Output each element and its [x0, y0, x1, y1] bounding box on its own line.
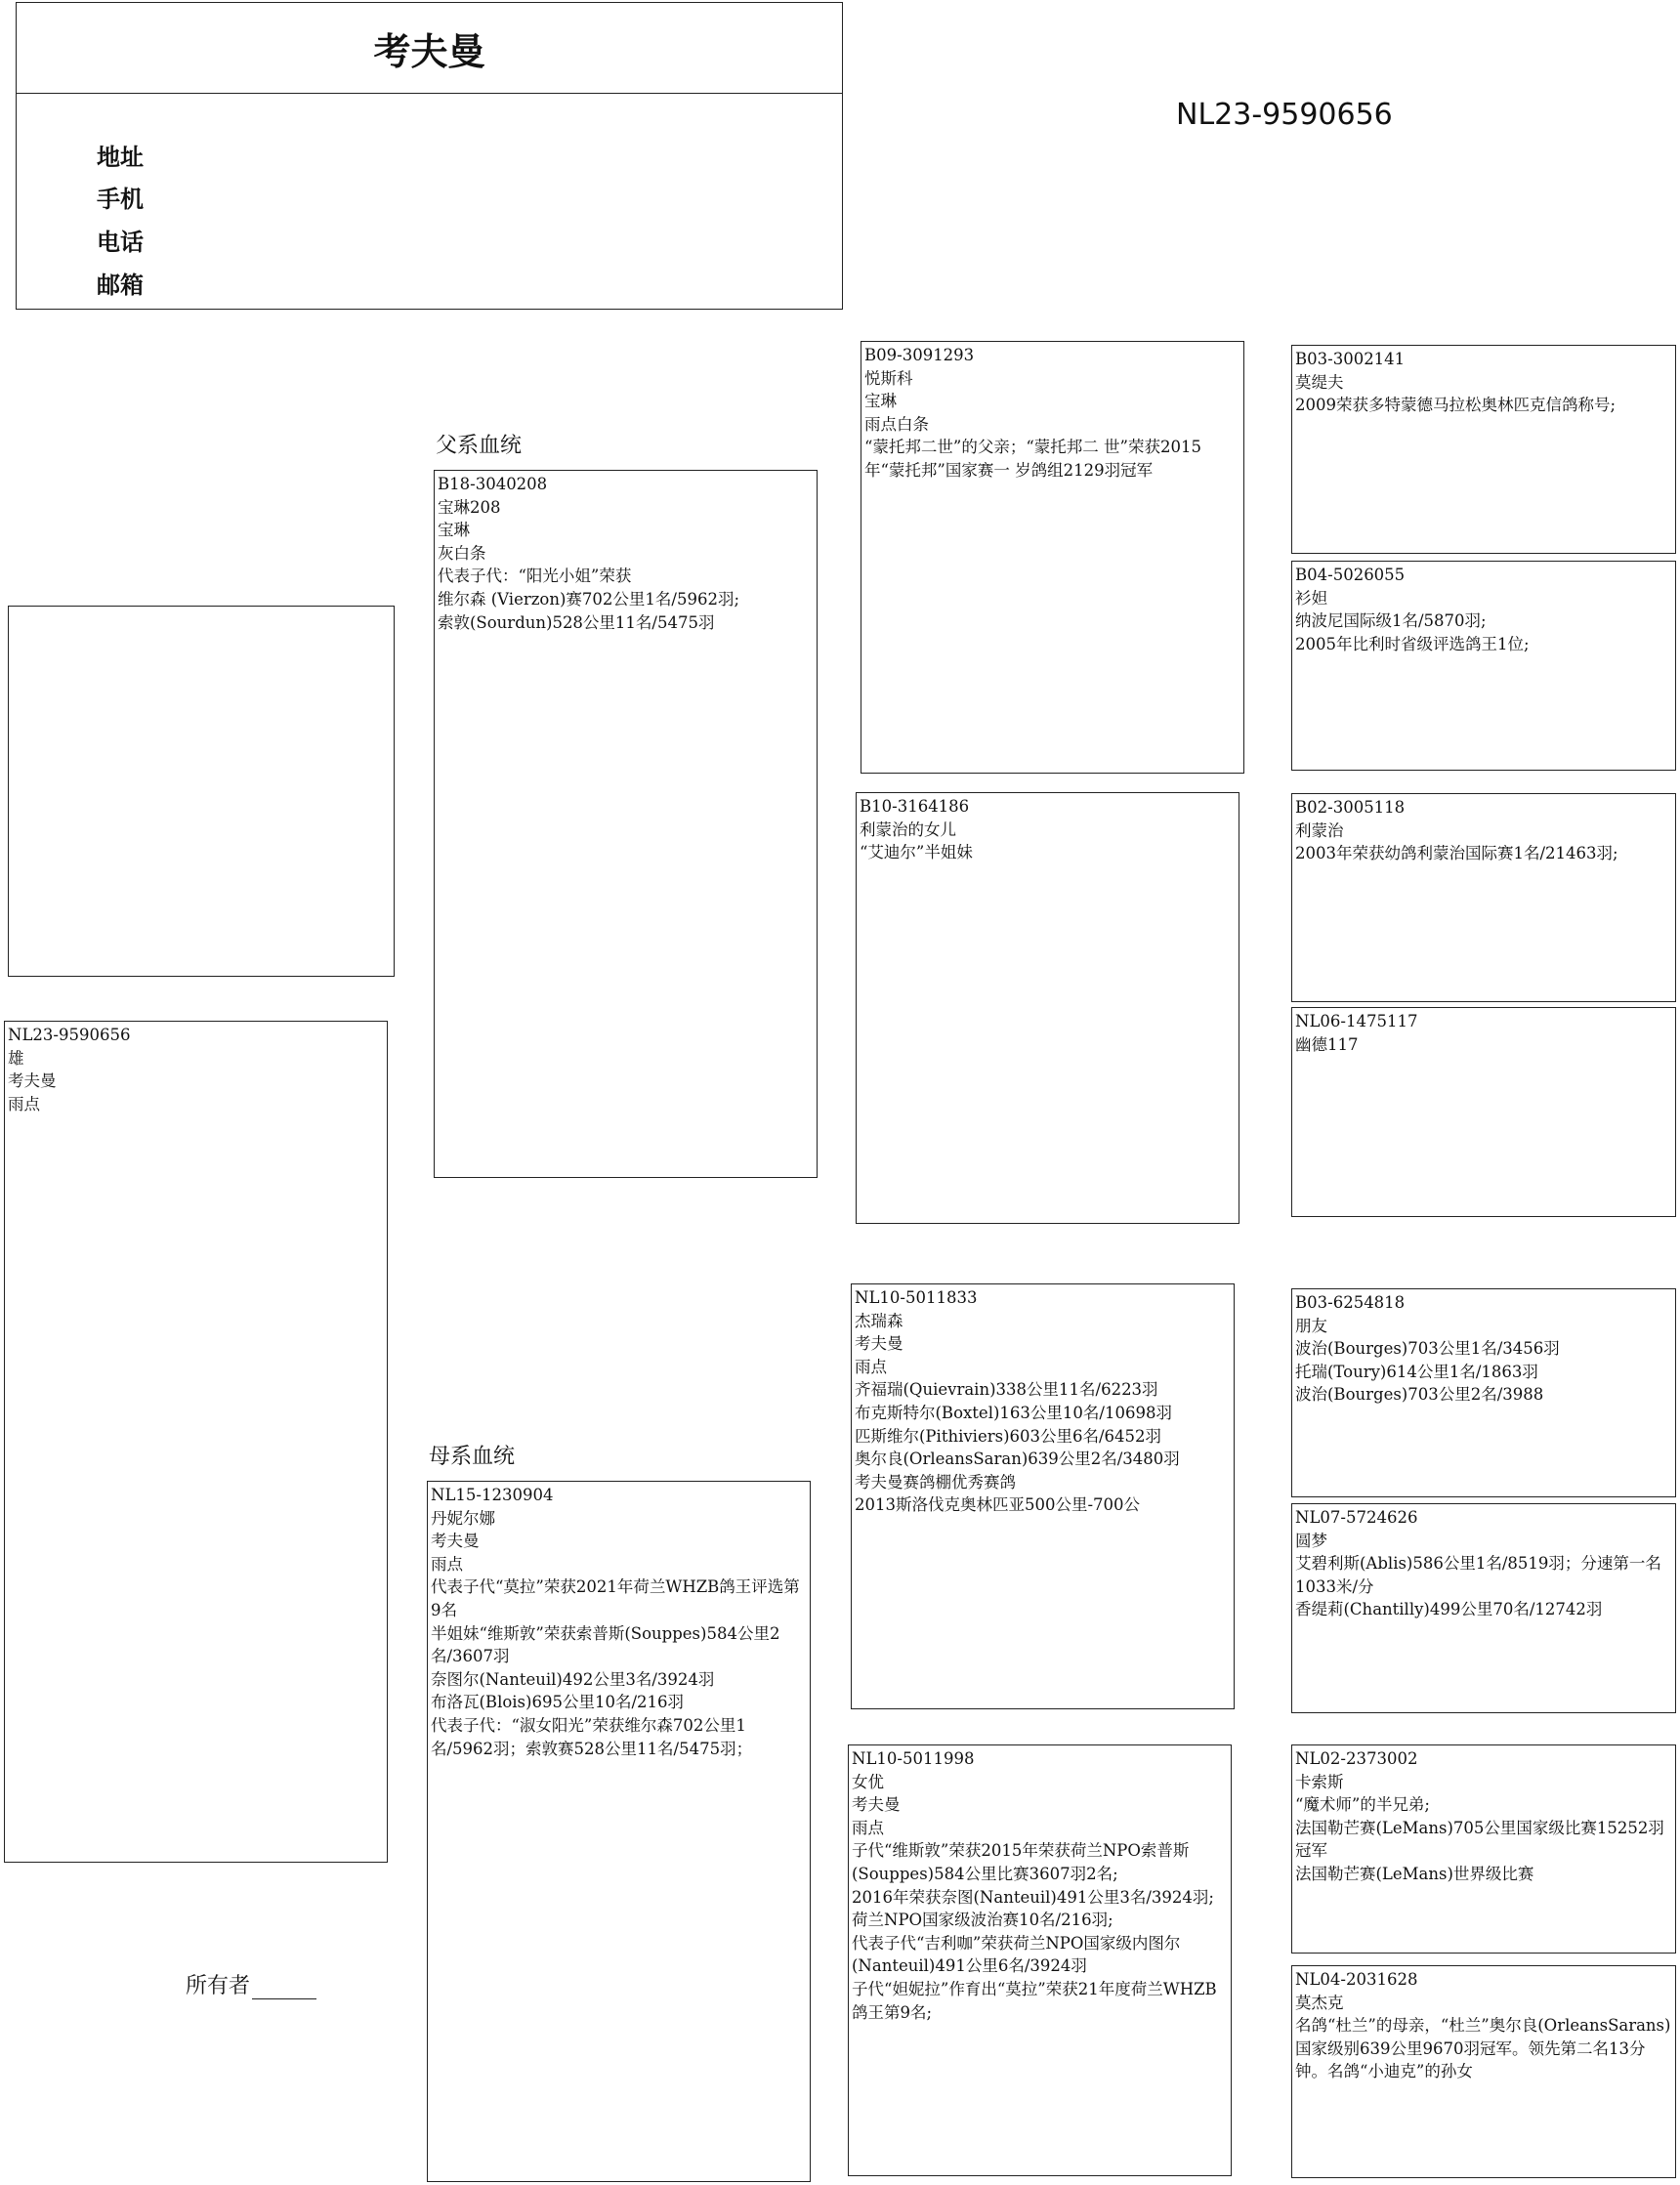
card-line: NL04-2031628 [1295, 1970, 1418, 1989]
card-line: 幽德117 [1295, 1034, 1359, 1054]
card-line: 莫杰克 [1295, 1993, 1344, 2012]
card-line: 卡索斯 [1295, 1772, 1344, 1791]
card-line: NL10-5011833 [855, 1288, 978, 1307]
card-line: 宝琳 [438, 521, 470, 540]
dam-dam-card [848, 1744, 1232, 2176]
card-line: 雨点 [855, 1357, 887, 1376]
card-line: 匹斯维尔(Pithiviers)603公里6名/6452羽 [855, 1426, 1162, 1446]
card-line: B18-3040208 [438, 475, 548, 493]
card-line: 艾碧利斯(Ablis)586公里1名/8519羽；分速第一名1033米/分 [1295, 1554, 1661, 1596]
great-grandparent-card-8 [1291, 1965, 1676, 2178]
ring-number-heading: NL23-9590656 [1176, 98, 1393, 132]
sire-line-label: 父系血统 [436, 434, 523, 458]
card-line: 宝琳208 [438, 497, 501, 517]
dam-line-label: 母系血统 [429, 1445, 516, 1469]
card-line: 荷兰NPO国家级波治赛10名/216羽; [852, 1911, 1113, 1930]
card-line: 2009荣获多特蒙德马拉松奥林匹克信鸽称号; [1295, 396, 1617, 415]
card-line: 2016年荣获奈图(Nanteuil)491公里3名/3924羽; [852, 1887, 1214, 1907]
card-line: 雨点 [431, 1554, 463, 1574]
card-line: 奈图尔(Nanteuil)492公里3名/3924羽 [431, 1669, 715, 1689]
card-line: NL15-1230904 [431, 1486, 554, 1504]
card-line: 托瑞(Toury)614公里1名/1863羽 [1295, 1362, 1538, 1381]
card-line: 丹妮尔娜 [431, 1508, 495, 1528]
card-line: 纳波尼国际级1名/5870羽; [1295, 611, 1487, 631]
card-line: 2003年荣获幼鸽利蒙治国际赛1名/21463羽; [1295, 844, 1618, 863]
card-line: “艾迪尔”半姐妹 [860, 843, 973, 862]
dam-sire-card [851, 1283, 1235, 1709]
card-line: 悦斯科 [864, 368, 913, 388]
owner-signature-line [252, 1979, 316, 1999]
card-line: 雨点 [852, 1818, 884, 1837]
card-line: 圆梦 [1295, 1531, 1327, 1550]
card-line: 利蒙治 [1295, 820, 1344, 840]
card-line: B02-3005118 [1295, 798, 1406, 817]
owner-label: 所有者 [186, 1974, 251, 1998]
great-grandparent-card-3 [1291, 793, 1676, 1002]
card-line: 2013斯洛伐克奥林匹亚500公里-700公 [855, 1495, 1141, 1515]
card-line: 考夫曼 [431, 1532, 480, 1551]
dam-card [427, 1481, 811, 2182]
card-line: B03-6254818 [1295, 1293, 1406, 1312]
owner-header-box [16, 2, 843, 310]
sire-card [434, 470, 818, 1178]
card-line: 子代“维斯敦”荣获2015年荣获荷兰NPO索普斯(Souppes)584公里比赛3607羽2名; [852, 1841, 1190, 1883]
card-line: 代表子代：“淑女阳光”荣获维尔森702公里1名/5962羽；索敦赛528公里11名/5475羽； [431, 1715, 753, 1758]
email-label: 邮箱 [97, 272, 144, 299]
mobile-label: 手机 [97, 186, 144, 213]
card-line: 代表子代“莫拉”荣获2021年荷兰WHZB鸽王评选第9名 [431, 1577, 800, 1619]
card-line: 考夫曼 [852, 1795, 901, 1815]
card-line: 代表子代：“阳光小姐”荣获 [438, 567, 632, 586]
great-grandparent-card-7 [1291, 1744, 1676, 1954]
card-line: 朋友 [1295, 1316, 1327, 1335]
card-line: “蒙托邦二世”的父亲；“蒙托邦二 世”荣获2015年“蒙托邦”国家赛一 岁鸽组2129羽冠军 [864, 438, 1201, 480]
card-line: 雄 [8, 1048, 24, 1068]
great-grandparent-card-4 [1291, 1007, 1676, 1217]
card-line: 女优 [852, 1772, 884, 1791]
card-line: 布洛瓦(Blois)695公里10名/216羽 [431, 1693, 684, 1712]
card-line: 杰瑞森 [855, 1311, 903, 1330]
card-line: B10-3164186 [860, 797, 970, 816]
card-line: 齐福瑞(Quievrain)338公里11名/6223羽 [855, 1380, 1158, 1400]
card-line: 波治(Bourges)703公里2名/3988 [1295, 1385, 1544, 1405]
card-line: 考夫曼赛鸽棚优秀赛鸽 [855, 1472, 1016, 1492]
card-line: 雨点白条 [864, 414, 929, 434]
sire-dam-card [856, 792, 1239, 1224]
card-line: 子代“妲妮拉”作育出“莫拉”荣获21年度荷兰WHZB鸽王第9名; [852, 1979, 1217, 2022]
address-label: 地址 [97, 144, 144, 171]
card-line: 香缇莉(Chantilly)499公里70名/12742羽 [1295, 1600, 1603, 1619]
card-line: NL06-1475117 [1295, 1012, 1418, 1030]
subject-card [4, 1021, 388, 1863]
card-line: NL10-5011998 [852, 1749, 975, 1768]
card-line: B09-3091293 [864, 346, 975, 364]
card-line: B03-3002141 [1295, 350, 1406, 368]
owner-signature [186, 1969, 316, 1999]
card-line: 衫妲 [1295, 588, 1327, 608]
card-line: NL23-9590656 [8, 1026, 131, 1044]
card-line: 法国勒芒赛(LeMans)世界级比赛 [1295, 1864, 1534, 1883]
card-line: 代表子代“吉利咖”荣获荷兰NPO国家级内图尔(Nanteuil)491公里6名/3924羽 [852, 1933, 1181, 1976]
phone-label: 电话 [97, 229, 144, 256]
sire-sire-card [861, 341, 1244, 774]
card-line: 波治(Bourges)703公里1名/3456羽 [1295, 1339, 1560, 1359]
card-line: NL02-2373002 [1295, 1749, 1418, 1768]
pigeon-photo-placeholder [8, 606, 395, 977]
great-grandparent-card-6 [1291, 1503, 1676, 1713]
card-line: “魔术师”的半兄弟; [1295, 1795, 1430, 1815]
great-grandparent-card-1 [1291, 345, 1676, 554]
card-line: NL07-5724626 [1295, 1508, 1418, 1527]
card-line: 名鸽“杜兰”的母亲，“杜兰”奥尔良(OrleansSarans)国家级别639公里9670羽冠军。领先第二名13分钟。名鸽“小迪克”的孙女 [1295, 2016, 1671, 2081]
card-line: 莫缇夫 [1295, 372, 1344, 392]
card-line: 雨点 [8, 1094, 40, 1114]
card-line: 半姐妹“维斯敦”荣获索普斯(Souppes)584公里2名/3607羽 [431, 1623, 780, 1666]
card-line: 宝琳 [864, 392, 897, 411]
owner-name-title: 考夫曼 [17, 3, 842, 94]
great-grandparent-card-5 [1291, 1288, 1676, 1497]
card-line: 布克斯特尔(Boxtel)163公里10名/10698羽 [855, 1403, 1172, 1422]
card-line: 维尔森 (Vierzon)赛702公里1名/5962羽; [438, 589, 740, 609]
card-line: 灰白条 [438, 543, 486, 563]
card-line: 2005年比利时省级评选鸽王1位; [1295, 634, 1530, 653]
card-line: 考夫曼 [8, 1071, 57, 1091]
great-grandparent-card-2 [1291, 561, 1676, 771]
card-line: B04-5026055 [1295, 566, 1406, 584]
card-line: 法国勒芒赛(LeMans)705公里国家级比赛15252羽冠军 [1295, 1818, 1664, 1861]
card-line: 奥尔良(OrleansSaran)639公里2名/3480羽 [855, 1450, 1180, 1469]
card-line: 考夫曼 [855, 1334, 903, 1354]
card-line: 索敦(Sourdun)528公里11名/5475羽 [438, 612, 715, 632]
card-line: 利蒙治的女儿 [860, 819, 956, 839]
